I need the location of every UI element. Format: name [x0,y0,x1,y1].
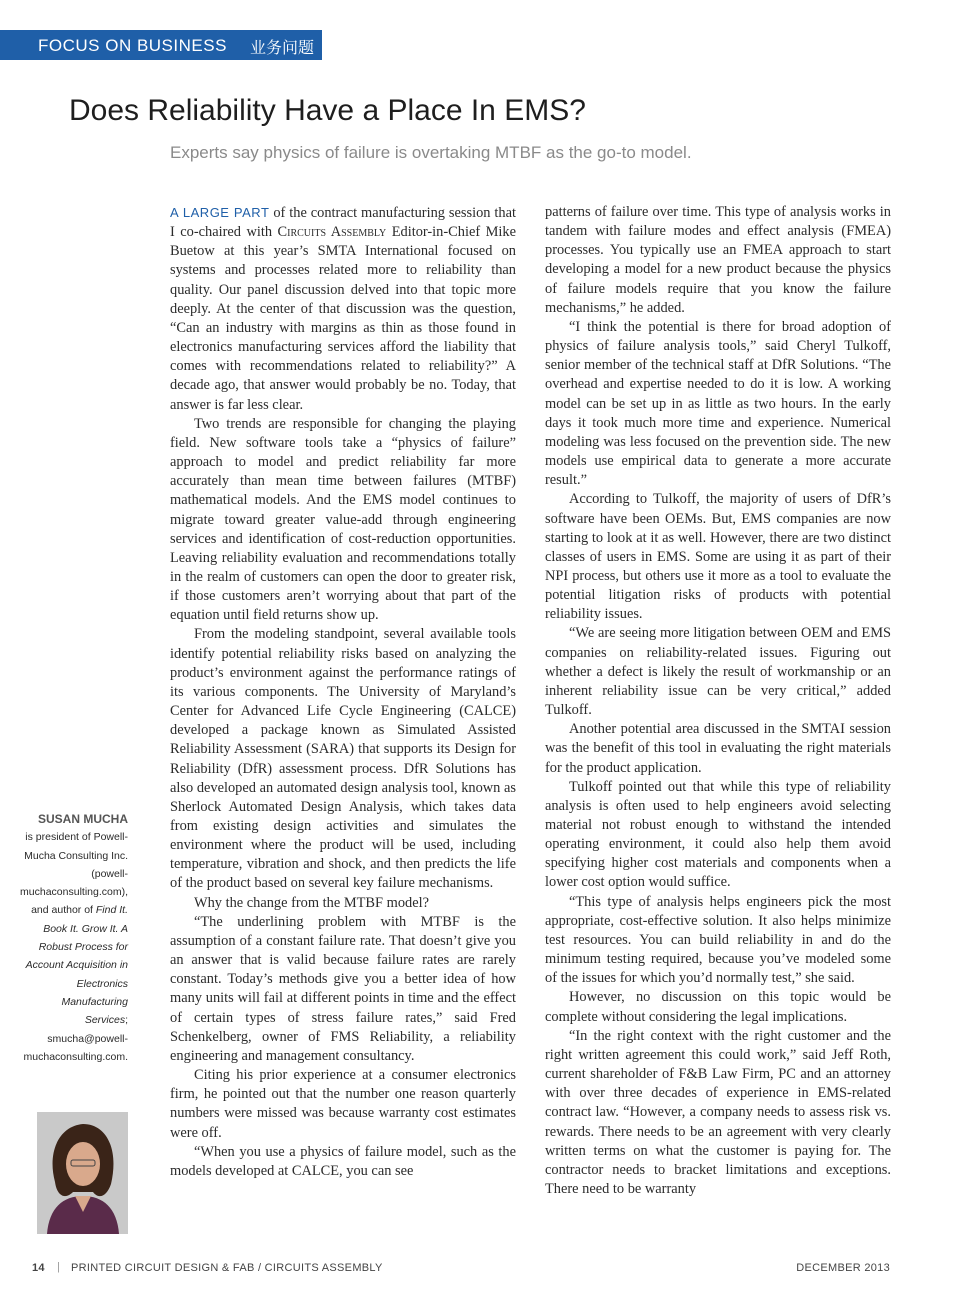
paragraph: “We are seeing more litigation between OEM and EMS companies on reliability-related issues. Figuring out whether a defect is likely the result of workmanship or an inherent reliability issue can be very critical,” added Tulkoff. [545,625,891,719]
section-label-chinese: 业务问题 [250,38,315,57]
paragraph: “This type of analysis helps engineers pick the most appropriate, cost-effective solution. It also helps minimize test resources. You can build reliability in and do the minimum testing required, because you’ve modeled some of the issues for which you’d normally test,” she said. [545,893,891,987]
article-column-2 [545,203,891,1243]
paragraph: Two trends are responsible for changing the playing field. New software tools take a “physics of failure” approach to model and predict reliability far more accurately than mean time between failures (MTBF) mathematical models. And the EMS model continues to migrate toward greater value-add through engineering services and identification of cost-reduction opportunities. Leaving reliability evaluation and recommendations totally in the realm of customers can open the door to greater risk, if those customers aren’t worrying about that part of the equation until field returns show up. [170,415,516,624]
lead-in: A LARGE PART [170,205,270,220]
paragraph: “The underlining problem with MTBF is the assumption of a constant failure rate. That doesn’t give you an answer that is valid because failure rates are rarely constant. Today’s methods give you a better idea of how many units will fail at different points in time and the effect of certain types of stress failure rates,” said Fred Schenkelberg, owner of FMS Reliability, a reliability engineering and management consultancy. [170,913,516,1064]
publication-name: Circuits Assembly [277,224,387,241]
author-photo [37,1112,128,1234]
paragraph-continued: patterns of failure over time. This type of analysis works in tandem with failure modes and effect analysis (FMEA) processes. You typically use an FMEA approach to start developing a model for a new product because the physics of failure models require that you know the failure mechanisms,” he added. [545,204,891,316]
paragraph: “When you use a physics of failure model, such as the models developed at CALCE, you can see [170,1143,516,1179]
paragraph: Another potential area discussed in the SMTAI session was the benefit of this tool in evaluating the right materials for the product application. [545,721,891,776]
paragraph: Tulkoff pointed out that while this type of reliability analysis is often used to help engineers avoid selecting material not robust enough to withstand the intended operating environment, it could also help them avoid specifying higher cost materials and components when a lower cost option would suffice. [545,778,891,891]
author-bio: SUSAN MUCHA is president of Powell-Mucha Consulting Inc. (powell-muchaconsulting.com), and author of Find It. Book It. Grow It. A Robust Process for Account Acquisition in Electronics Manufacturing Services; smucha@powell-muchaconsulting.com. [20,812,128,1063]
book-title: Find It. Book It. Grow It. A Robust Process for Account Acquisition in Electronics Manufacturing Services [25,904,128,1027]
article-subtitle: Experts say physics of failure is overtaking MTBF as the go-to model. [170,143,692,162]
issue-date: DECEMBER 2013 [796,1262,890,1274]
paragraph: According to Tulkoff, the majority of users of DfR’s software have been OEMs. But, EMS companies are now starting to look at it as well. However, there are two distinct classes of users in EMS. Some are using it as part of their NPI process, but others use it more as a tool to evaluate the potential litigation risks of products with potential reliability issues. [545,491,891,623]
article-column-1 [170,203,516,1243]
publication-title: PRINTED CIRCUIT DESIGN & FAB / CIRCUITS ASSEMBLY [71,1262,383,1274]
portrait-image [37,1112,128,1234]
page-number: 14 [32,1262,45,1274]
section-label: FOCUS ON BUSINESS [38,36,227,55]
author-name: SUSAN MUCHA [38,812,128,826]
paragraph: “I think the potential is there for broad adoption of physics of failure analysis tools,” said Cheryl Tulkoff, senior member of the technical staff at DfR Solutions. “The overhead and expertise needed to do it is low. A working model can be set up in as little as two hours. In the early days it took much more time and experience. Numerical modeling was less focused on the prevention side. The new models use empirical data to generate a more accurate result.” [545,318,891,489]
paragraph: Citing his prior experience at a consumer electronics firm, he pointed out that the number one reason quarterly numbers were missed was because warranty cost estimates were off. [170,1067,516,1141]
paragraph: From the modeling standpoint, several available tools identify potential reliability risks based on analyzing the product’s environment against the performance ratings of its various components. The University of Maryland’s Center for Advanced Life Cycle Engineering (CALCE) developed a package known as Simulated Assisted Reliability Assessment (SARA) that supports its Design for Reliability (DfR) assessment process. DfR Solutions has also developed an automated design analysis tool, known as Sherlock Automated Design Analysis, which takes data from existing design activities and simulates the environment where the product will be used, including temperature, vibration and shock, and then predicts the life of the product based on several key failure mechanisms. [170,626,516,892]
section-banner [0,30,322,60]
first-paragraph: A LARGE PART of the contract manufacturing session that I co-chaired with Circuits Assembly Editor-in-Chief Mike Buetow at this year’s SMTA International focused on systems and processes related more to reliability than quality. Our panel discussion delved into that topic more deeply. At the center of that discussion was the question, “Can an industry with margins as thin as those found in electronics manufacturing services afford the liability that comes with recommendations related to reliability?” A decade ago, that answer would probably be no. Today, that answer is far less clear. [170,205,516,413]
paragraph: “In the right context with the right customer and the right written agreement this could work,” said Jeff Roth, current shareholder of F&B Law Firm, PC and an attorney with over three decades of experience in EMS-related contract law. “However, a company needs to assess risk vs. rewards. There needs to be an agreement with very clearly written terms on what the customer is paying for. The contractor needs to bracket limitations and exceptions. There need to be warranty [545,1027,891,1197]
paragraph: However, no discussion on this topic would be complete without considering the legal implications. [545,989,891,1025]
footer-divider: | [57,1261,61,1273]
article-title: Does Reliability Have a Place In EMS? [69,94,586,127]
paragraph: Why the change from the MTBF model? [194,894,429,911]
page-footer [0,1262,960,1282]
